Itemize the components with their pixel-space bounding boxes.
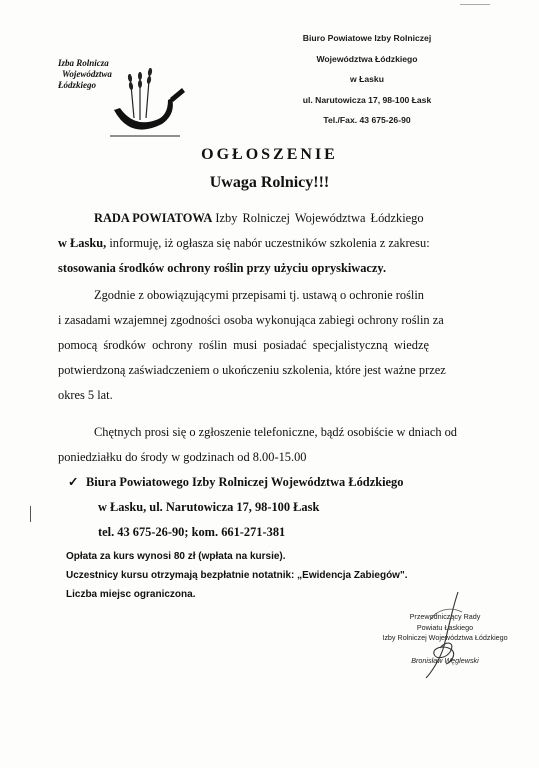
- logo-line-2: Województwa: [62, 69, 112, 79]
- header-line-2: Województwa Łódzkiego: [316, 53, 418, 64]
- intro-paragraph: [58, 206, 508, 281]
- law-line-5: okres 5 lat.: [58, 388, 113, 402]
- office-phone: tel. 43 675-26-90; kom. 661-271-381: [98, 525, 286, 539]
- council-name: RADA POWIATOWA: [94, 211, 213, 225]
- law-line-3: pomocą środków ochrony roślin musi posiadać specjalistyczną wiedzę: [58, 338, 429, 352]
- signature-line-3: Izby Rolniczej Województwa Łódzkiego: [382, 633, 508, 642]
- signature-line-1: Przewodniczący Rady: [409, 612, 481, 621]
- intro-line-1: Izby Rolniczej Województwa Łódzkiego: [215, 211, 424, 225]
- header-line-1: Biuro Powiatowe Izby Rolniczej: [302, 33, 432, 43]
- check-icon: ✓: [68, 475, 79, 489]
- document-title: OGŁOSZENIE: [201, 146, 338, 163]
- office-name: Biura Powiatowego Izby Rolniczej Województwa Łódzkiego: [86, 475, 404, 489]
- law-paragraph: [58, 283, 508, 408]
- office-header: [262, 28, 472, 131]
- contact-paragraph: [58, 420, 508, 545]
- note-fee: Opłata za kurs wynosi 80 zł (wpłata na kursie).: [66, 551, 286, 562]
- law-line-1: Zgodnie z obowiązującymi przepisami tj. ustawą o ochronie roślin: [94, 288, 424, 302]
- scan-artifact-top: [460, 4, 490, 5]
- scan-artifact-left: [30, 506, 31, 522]
- signatory-name: Bronisław Węglewski: [411, 655, 479, 665]
- header-line-3: w Łasku: [350, 74, 384, 84]
- header-line-4: ul. Narutowicza 17, 98-100 Łask: [302, 94, 432, 105]
- contact-line-2: poniedziałku do środy w godzinach od 8.00-15.00: [58, 450, 307, 464]
- intro-line-2: informuję, iż ogłasza się nabór uczestników szkolenia z zakresu:: [109, 236, 430, 250]
- training-topic: stosowania środków ochrony roślin przy użyciu opryskiwaczy.: [58, 261, 387, 275]
- office-address: w Łasku, ul. Narutowicza 17, 98-100 Łask: [98, 500, 320, 514]
- contact-line-1: Chętnych prosi się o zgłoszenie telefoniczne, bądź osobiście w dniach od: [94, 425, 458, 439]
- document-subtitle: Uwaga Rolnicy!!!: [209, 174, 330, 191]
- note-limited: Liczba miejsc ograniczona.: [66, 589, 196, 600]
- signature-line-2: Powiatu Łaskiego: [416, 622, 474, 632]
- header-line-5: Tel./Fax. 43 675-26-90: [323, 115, 411, 125]
- signature-block: [370, 612, 520, 666]
- logo-line-3: Łódzkiego: [58, 80, 96, 90]
- logo-line-1: Izba Rolnicza: [58, 58, 109, 68]
- intro-town: w Łasku,: [58, 236, 107, 250]
- note-notebook: Uczestnicy kursu otrzymają bezpłatnie notatnik: „Ewidencja Zabiegów".: [66, 570, 408, 581]
- law-line-2: i zasadami wzajemnej zgodności osoba wykonująca zabiegi ochrony roślin za: [58, 313, 444, 327]
- law-line-4: potwierdzoną zaświadczeniem o ukończeniu szkolenia, które jest ważne przez: [58, 363, 446, 377]
- sickle-wheat-logo-icon: [110, 58, 190, 138]
